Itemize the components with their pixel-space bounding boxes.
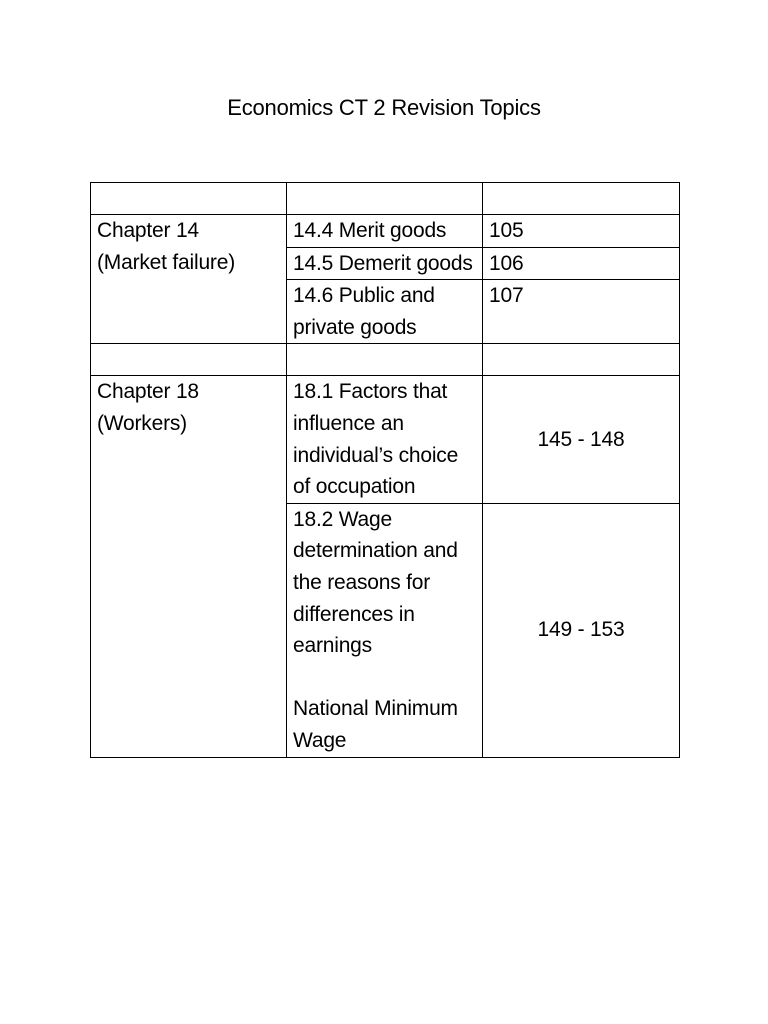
table-row-blank-header (91, 183, 680, 215)
table-cell-empty (483, 344, 680, 376)
table-row (91, 215, 680, 248)
table-row-blank-separator (91, 344, 680, 376)
topic-note: National Minimum Wage (293, 697, 458, 752)
topic-cell (287, 503, 483, 757)
revision-topics-table (90, 182, 680, 758)
topic-cell: 14.6 Public and private goods (287, 280, 483, 344)
pages-cell: 106 (483, 247, 680, 280)
table-row (91, 376, 680, 503)
chapter-title: Chapter 14 (97, 219, 199, 242)
chapter-subtitle: (Market failure) (97, 250, 235, 274)
table-cell-empty (287, 183, 483, 215)
table-cell-empty (483, 183, 680, 215)
topic-cell: 14.4 Merit goods (287, 215, 483, 248)
topic-cell: 18.1 Factors that influence an individual’s choice of occupation (287, 376, 483, 503)
chapter-cell (91, 376, 287, 757)
table-cell-empty (91, 344, 287, 376)
document-title: Economics CT 2 Revision Topics (227, 95, 541, 120)
chapter-cell (91, 215, 287, 344)
chapter-subtitle: (Workers) (97, 411, 187, 435)
pages-cell: 105 (483, 215, 680, 248)
table-cell-empty (287, 344, 483, 376)
pages-cell: 149 - 153 (483, 503, 680, 757)
topic-text: 18.2 Wage determination and the reasons for differences in earnings (293, 507, 458, 658)
table-cell-empty (91, 183, 287, 215)
topic-cell: 14.5 Demerit goods (287, 247, 483, 280)
pages-cell: 145 - 148 (483, 376, 680, 503)
pages-cell: 107 (483, 280, 680, 344)
chapter-title: Chapter 18 (97, 380, 199, 404)
